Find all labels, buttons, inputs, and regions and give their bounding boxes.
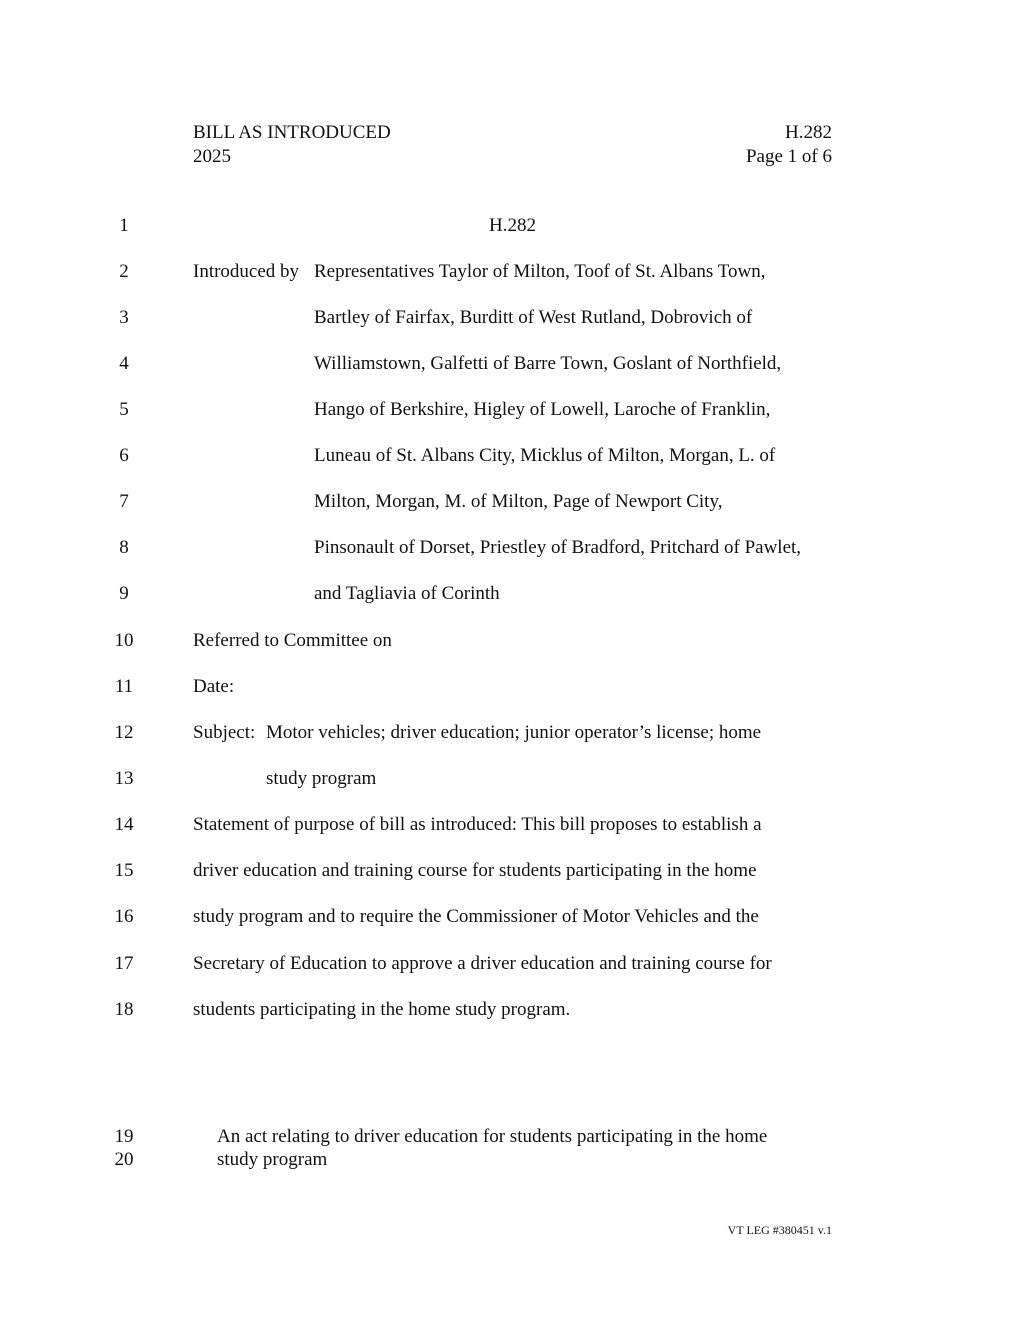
line-number: 1	[119, 215, 129, 236]
subject-text: study program	[266, 768, 377, 789]
line-number: 8	[119, 537, 129, 558]
header-year: 2025	[193, 146, 231, 167]
statement-of-purpose-line: driver education and training course for students participating in the home	[193, 860, 757, 881]
statement-of-purpose-line: Statement of purpose of bill as introduced: This bill proposes to establish a	[193, 814, 762, 835]
sponsor-line: Pinsonault of Dorset, Priestley of Bradford, Pritchard of Pawlet,	[314, 537, 802, 558]
line-number: 3	[119, 307, 129, 328]
line-number: 11	[114, 676, 134, 697]
sponsor-line: Bartley of Fairfax, Burditt of West Rutland, Dobrovich of	[314, 307, 753, 328]
line-number: 10	[114, 630, 134, 651]
act-title-line: An act relating to driver education for students participating in the home	[217, 1126, 768, 1147]
line-number: 4	[119, 353, 129, 374]
header-bill-number: H.282	[785, 122, 832, 143]
sponsor-line: Representatives Taylor of Milton, Toof of St. Albans Town,	[314, 261, 766, 282]
sponsor-line: Williamstown, Galfetti of Barre Town, Goslant of Northfield,	[314, 353, 782, 374]
line-number: 7	[119, 491, 129, 512]
line-number: 12	[114, 722, 134, 743]
date-label: Date:	[193, 676, 235, 697]
header-bill-status: BILL AS INTRODUCED	[193, 122, 391, 143]
introduced-by-label: Introduced by	[193, 261, 300, 282]
sponsor-line: and Tagliavia of Corinth	[314, 583, 500, 604]
line-number: 5	[119, 399, 129, 420]
line-number: 20	[114, 1149, 134, 1170]
line-number: 14	[114, 814, 134, 835]
line-number: 15	[114, 860, 134, 881]
line-number: 19	[114, 1126, 134, 1147]
line-number: 18	[114, 999, 134, 1020]
subject-text: Motor vehicles; driver education; junior operator’s license; home	[266, 722, 762, 743]
line-number: 9	[119, 583, 129, 604]
sponsor-line: Milton, Morgan, M. of Milton, Page of Newport City,	[314, 491, 723, 512]
statement-of-purpose-line: Secretary of Education to approve a driver education and training course for	[193, 953, 772, 974]
statement-of-purpose-line: study program and to require the Commissioner of Motor Vehicles and the	[193, 906, 759, 927]
act-title-line: study program	[217, 1149, 328, 1170]
line-number: 16	[114, 906, 134, 927]
bill-title-number: H.282	[489, 215, 536, 236]
line-number: 6	[119, 445, 129, 466]
line-number: 13	[114, 768, 134, 789]
subject-label: Subject:	[193, 722, 256, 743]
referred-to-committee: Referred to Committee on	[193, 630, 392, 651]
line-number: 17	[114, 953, 134, 974]
header-page-number: Page 1 of 6	[745, 146, 832, 167]
sponsor-line: Hango of Berkshire, Higley of Lowell, Laroche of Franklin,	[314, 399, 771, 420]
statement-of-purpose-line: students participating in the home study program.	[193, 999, 571, 1020]
sponsor-line: Luneau of St. Albans City, Micklus of Milton, Morgan, L. of	[314, 445, 776, 466]
line-number: 2	[119, 261, 129, 282]
footer-document-id: VT LEG #380451 v.1	[727, 1223, 832, 1237]
